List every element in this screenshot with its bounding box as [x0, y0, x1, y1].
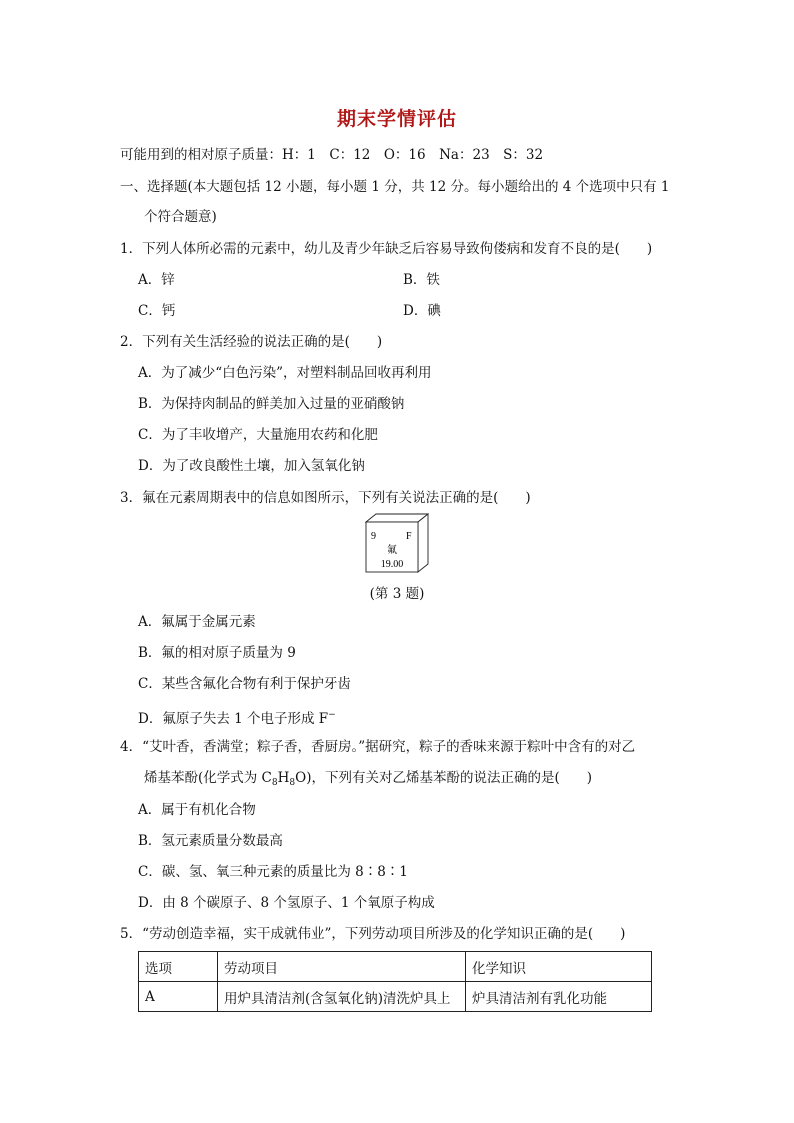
q3-option-d-text: D．氟原子失去 1 个电子形成 F [138, 711, 329, 727]
atomic-masses-note: 可能用到的相对原子质量：H：1 C：12 O：16 Na：23 S：32 [120, 147, 544, 163]
q4-option-b: B．氢元素质量分数最高 [138, 833, 283, 849]
q4-option-c: C．碳、氢、氧三种元素的质量比为 8∶8∶1 [138, 864, 408, 880]
question-4-stem-cont [144, 769, 592, 792]
q1-option-b: B．铁 [403, 272, 440, 288]
q2-option-b: B．为保持肉制品的鲜美加入过量的亚硝酸钠 [138, 396, 405, 412]
table-header-row [139, 952, 652, 982]
charge-superscript: − [328, 710, 336, 720]
q1-option-a: A．锌 [138, 272, 175, 288]
q3-option-a: A．氟属于金属元素 [138, 614, 256, 630]
header-cell: 选项 [139, 952, 218, 982]
q1-option-c: C．钙 [138, 303, 176, 319]
cube-top-face [366, 514, 428, 522]
q3-option-d [138, 706, 336, 728]
element-symbol: F [406, 531, 412, 542]
q2-option-a: A．为了减少“白色污染”，对塑料制品回收再利用 [138, 365, 432, 381]
section-heading-cont: 个符合题意) [144, 209, 217, 225]
question-1-stem: 1．下列人体所必需的元素中，幼儿及青少年缺乏后容易导致佝偻病和发育不良的是( ) [120, 241, 653, 257]
element-name: 氟 [387, 545, 397, 556]
q2-option-c: C．为了丰收增产，大量施用农药和化肥 [138, 427, 378, 443]
formula-h: H [277, 770, 290, 786]
stem-part-a: 烯基苯酚(化学式为 C [144, 770, 272, 786]
cube-side-face [418, 514, 428, 572]
table-cell: 炉具清洁剂有乳化功能 [466, 982, 652, 1012]
q1-option-d: D．碘 [403, 303, 441, 319]
section-heading: 一、选择题(本大题包括 12 小题，每小题 1 分，共 12 分。每小题给出的 4 个选项中只有 1 [120, 179, 670, 195]
table-cell: A [139, 982, 218, 1012]
q3-option-c: C．某些含氟化合物有利于保护牙齿 [138, 676, 351, 692]
figure-caption: (第 3 题) [369, 586, 425, 602]
question-4-stem: 4．“艾叶香，香满堂；粽子香，香厨房。”据研究，粽子的香味来源于粽叶中含有的对乙 [120, 739, 636, 755]
atomic-mass: 19.00 [380, 559, 404, 570]
formula-sub-h: 8 [289, 778, 296, 788]
periodic-table-cell-figure [362, 512, 432, 574]
table-row [139, 982, 652, 1012]
page-title: 期末学情评估 [336, 108, 457, 130]
table-cell: 用炉具清洁剂(含氢氧化钠)清洗炉具上 [218, 982, 466, 1012]
header-cell: 劳动项目 [218, 952, 466, 982]
question-2-stem: 2．下列有关生活经验的说法正确的是( ) [120, 334, 383, 350]
atomic-number: 9 [371, 531, 376, 542]
q2-option-d: D．为了改良酸性土壤，加入氢氧化钠 [138, 458, 365, 474]
header-cell: 化学知识 [466, 952, 652, 982]
q3-option-b: B．氟的相对原子质量为 9 [138, 645, 296, 661]
q5-table [138, 951, 652, 1012]
question-5-stem: 5．“劳动创造幸福，实干成就伟业”，下列劳动项目所涉及的化学知识正确的是( ) [120, 926, 626, 942]
stem-part-b: O)，下列有关对乙烯基苯酚的说法正确的是( ) [295, 770, 593, 786]
q4-option-a: A．属于有机化合物 [138, 802, 256, 818]
q4-option-d: D．由 8 个碳原子、8 个氢原子、1 个氧原子构成 [138, 895, 435, 911]
formula-sub-c: 8 [271, 778, 278, 788]
question-3-stem: 3．氟在元素周期表中的信息如图所示，下列有关说法正确的是( ) [120, 490, 531, 506]
